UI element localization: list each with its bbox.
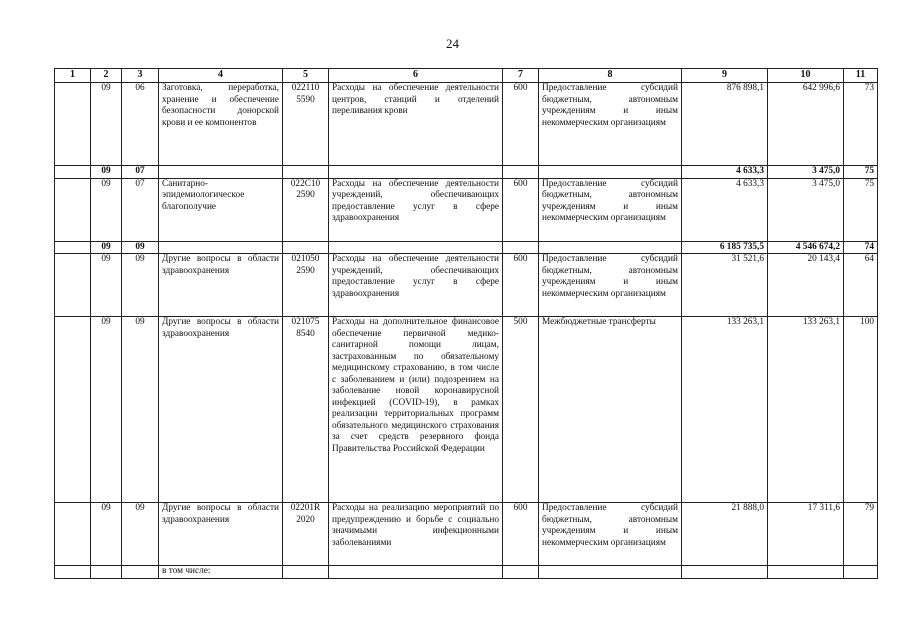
- value-cell-9: 6 185 735,5: [682, 241, 768, 254]
- header-cell-4: 4: [159, 69, 283, 83]
- empty-cell: [55, 83, 91, 166]
- type-name-cell: Предоставление субсидий бюджетным, автономным учреждениям и иным некоммерческим организациям: [539, 254, 682, 317]
- header-cell-7: 7: [503, 69, 539, 83]
- empty-cell: [283, 241, 329, 254]
- type-name-cell: Предоставление субсидий бюджетным, автономным учреждениям и иным некоммерческим организациям: [539, 178, 682, 241]
- value-cell-11: 74: [844, 241, 878, 254]
- empty-cell: [539, 166, 682, 179]
- value-cell-9: 31 521,6: [682, 254, 768, 317]
- value-cell-9: 4 633,3: [682, 178, 768, 241]
- empty-cell: [55, 178, 91, 241]
- value-cell-10: 20 143,4: [768, 254, 844, 317]
- section-cell: 09: [91, 83, 122, 166]
- code-cell: 02201R 2020: [283, 503, 329, 566]
- value-cell-10: 3 475,0: [768, 178, 844, 241]
- value-cell-10: 4 546 674,2: [768, 241, 844, 254]
- value-cell-10: 133 263,1: [768, 317, 844, 503]
- header-row: [55, 69, 878, 83]
- section-cell: 09: [91, 254, 122, 317]
- value-cell-11: 100: [844, 317, 878, 503]
- empty-cell: [539, 241, 682, 254]
- expense-cell: Расходы на обеспечение деятельности учреждений, обеспечивающих предоставление услуг в сфере здравоохранения: [329, 178, 503, 241]
- empty-cell: [768, 566, 844, 579]
- empty-cell: [55, 566, 91, 579]
- table-row: [55, 254, 878, 317]
- header-cell-10: 10: [768, 69, 844, 83]
- name-cell: Заготовка, переработка, хранение и обеспечение безопасности донорской крови и ее компонентов: [159, 83, 283, 166]
- expense-cell: Расходы на дополнительное финансовое обеспечение первичной медико-санитарной помощи лицам, застрахованным по обязательному медицинскому страхованию, в том числе с заболеванием и (или) подозрением на заболевание новой коронавирусной инфекцией (COVID-19), в рамках реализации территориальных программ обязательного медицинского страхования за счет средств резервного фонда Правительства Российской Федерации: [329, 317, 503, 503]
- table-row: [55, 317, 878, 503]
- empty-cell: [55, 241, 91, 254]
- value-cell-9: 4 633,3: [682, 166, 768, 179]
- value-cell-9: 133 263,1: [682, 317, 768, 503]
- subtotal-row: [55, 241, 878, 254]
- empty-cell: [122, 566, 159, 579]
- type-code-cell: 600: [503, 503, 539, 566]
- header-cell-2: 2: [91, 69, 122, 83]
- name-cell: Другие вопросы в области здравоохранения: [159, 317, 283, 503]
- empty-cell: [55, 503, 91, 566]
- code-cell: 021075 8540: [283, 317, 329, 503]
- note-cell: в том числе:: [159, 566, 283, 579]
- expense-cell: Расходы на обеспечение деятельности учреждений, обеспечивающих предоставление услуг в сфере здравоохранения: [329, 254, 503, 317]
- code-cell: 021050 2590: [283, 254, 329, 317]
- type-name-cell: Предоставление субсидий бюджетным, автономным учреждениям и иным некоммерческим организациям: [539, 83, 682, 166]
- value-cell-11: 75: [844, 166, 878, 179]
- subsection-cell: 07: [122, 166, 159, 179]
- value-cell-11: 73: [844, 83, 878, 166]
- expense-cell: Расходы на реализацию мероприятий по предупреждению и борьбе с социально значимыми инфекционными заболеваниями: [329, 503, 503, 566]
- value-cell-11: 75: [844, 178, 878, 241]
- value-cell-11: 79: [844, 503, 878, 566]
- section-cell: 09: [91, 241, 122, 254]
- type-code-cell: 600: [503, 178, 539, 241]
- type-name-cell: Межбюджетные трансферты: [539, 317, 682, 503]
- header-cell-9: 9: [682, 69, 768, 83]
- type-code-cell: 600: [503, 254, 539, 317]
- header-cell-1: 1: [55, 69, 91, 83]
- empty-cell: [159, 241, 283, 254]
- name-cell: Другие вопросы в области здравоохранения: [159, 503, 283, 566]
- type-name-cell: Предоставление субсидий бюджетным, автономным учреждениям и иным некоммерческим организациям: [539, 503, 682, 566]
- code-cell: 022110 5590: [283, 83, 329, 166]
- expense-cell: Расходы на обеспечение деятельности центров, станций и отделений переливания крови: [329, 83, 503, 166]
- empty-cell: [503, 166, 539, 179]
- value-cell-10: 642 996,6: [768, 83, 844, 166]
- header-cell-3: 3: [122, 69, 159, 83]
- empty-cell: [503, 241, 539, 254]
- name-cell: Другие вопросы в области здравоохранения: [159, 254, 283, 317]
- empty-cell: [539, 566, 682, 579]
- section-cell: 09: [91, 317, 122, 503]
- table-row: [55, 178, 878, 241]
- subsection-cell: 09: [122, 317, 159, 503]
- value-cell-10: 3 475,0: [768, 166, 844, 179]
- empty-cell: [55, 317, 91, 503]
- subsection-cell: 07: [122, 178, 159, 241]
- value-cell-9: 21 888,0: [682, 503, 768, 566]
- empty-cell: [159, 166, 283, 179]
- header-cell-5: 5: [283, 69, 329, 83]
- value-cell-11: 64: [844, 254, 878, 317]
- page-number: 24: [446, 36, 459, 51]
- name-cell: Санитарно-эпидемиологическое благополучие: [159, 178, 283, 241]
- empty-cell: [91, 566, 122, 579]
- subsection-cell: 09: [122, 254, 159, 317]
- table-row: [55, 503, 878, 566]
- header-cell-11: 11: [844, 69, 878, 83]
- type-code-cell: 500: [503, 317, 539, 503]
- section-cell: 09: [91, 178, 122, 241]
- header-cell-6: 6: [329, 69, 503, 83]
- table-row: [55, 83, 878, 166]
- value-cell-10: 17 311,6: [768, 503, 844, 566]
- header-cell-8: 8: [539, 69, 682, 83]
- empty-cell: [283, 166, 329, 179]
- note-row: [55, 566, 878, 579]
- value-cell-9: 876 898,1: [682, 83, 768, 166]
- subsection-cell: 09: [122, 241, 159, 254]
- subsection-cell: 06: [122, 83, 159, 166]
- subtotal-row: [55, 166, 878, 179]
- section-cell: 09: [91, 503, 122, 566]
- subsection-cell: 09: [122, 503, 159, 566]
- empty-cell: [329, 241, 503, 254]
- empty-cell: [283, 566, 329, 579]
- type-code-cell: 600: [503, 83, 539, 166]
- empty-cell: [329, 166, 503, 179]
- section-cell: 09: [91, 166, 122, 179]
- budget-table: [54, 68, 878, 579]
- empty-cell: [503, 566, 539, 579]
- empty-cell: [682, 566, 768, 579]
- empty-cell: [55, 254, 91, 317]
- empty-cell: [844, 566, 878, 579]
- empty-cell: [329, 566, 503, 579]
- code-cell: 022С10 2590: [283, 178, 329, 241]
- empty-cell: [55, 166, 91, 179]
